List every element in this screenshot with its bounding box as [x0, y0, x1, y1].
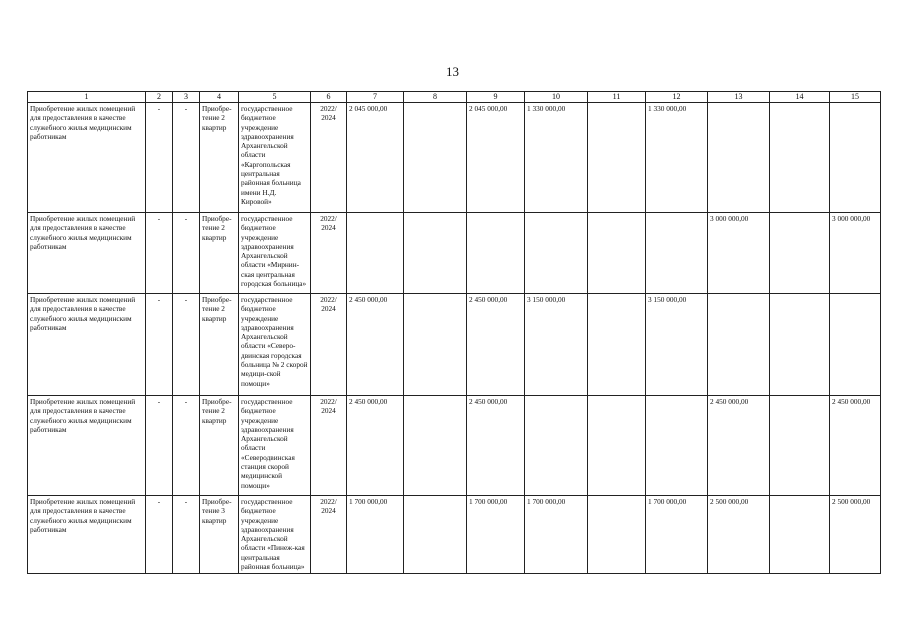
column-header: 7: [347, 92, 404, 103]
amount-cell: 2 450 000,00: [830, 396, 881, 496]
amount-cell: [404, 103, 467, 213]
column-header: 6: [311, 92, 347, 103]
amount-cell: [646, 213, 708, 294]
institution-cell: государственное бюджетное учреждение здравоохранения Архангельской области «Северо-двинская городская больница № 2 скорой медици-ской помощи»: [239, 294, 311, 396]
column-header: 9: [467, 92, 525, 103]
amount-cell: 2 450 000,00: [467, 294, 525, 396]
column-header: 1: [28, 92, 146, 103]
amount-cell: [404, 496, 467, 574]
period-cell: 2022/ 2024: [311, 496, 347, 574]
budget-table: [27, 91, 881, 574]
column-header: 2: [146, 92, 173, 103]
amount-cell: [708, 294, 770, 396]
purpose-cell: Приобретение жилых помещений для предоставления в качестве служебного жилья медицинским работникам: [28, 496, 146, 574]
column-header: 8: [404, 92, 467, 103]
column-header: 5: [239, 92, 311, 103]
table-cell: -: [173, 103, 200, 213]
amount-cell: 1 330 000,00: [525, 103, 588, 213]
amount-cell: 1 700 000,00: [525, 496, 588, 574]
amount-cell: [525, 213, 588, 294]
amount-cell: [830, 103, 881, 213]
institution-cell: государственное бюджетное учреждение здравоохранения Архангельской области «Каргопольская центральная районная больница имени Н.Д. Кировой»: [239, 103, 311, 213]
amount-cell: 2 500 000,00: [708, 496, 770, 574]
purpose-cell: Приобретение жилых помещений для предоставления в качестве служебного жилья медицинским работникам: [28, 213, 146, 294]
amount-cell: 3 150 000,00: [646, 294, 708, 396]
table-cell: -: [146, 496, 173, 574]
amount-cell: [770, 496, 830, 574]
quantity-cell: Приобре-тение 2 квартир: [200, 213, 239, 294]
amount-cell: [830, 294, 881, 396]
amount-cell: 2 450 000,00: [467, 396, 525, 496]
amount-cell: [404, 396, 467, 496]
table-row: [28, 496, 881, 574]
column-header: 4: [200, 92, 239, 103]
column-header: 3: [173, 92, 200, 103]
table-row: [28, 294, 881, 396]
amount-cell: [467, 213, 525, 294]
amount-cell: [588, 396, 646, 496]
table-cell: -: [173, 213, 200, 294]
column-header-row: [28, 92, 881, 103]
amount-cell: [770, 396, 830, 496]
quantity-cell: Приобре-тение 2 квартир: [200, 396, 239, 496]
amount-cell: 2 450 000,00: [708, 396, 770, 496]
column-header: 12: [646, 92, 708, 103]
purpose-cell: Приобретение жилых помещений для предоставления в качестве служебного жилья медицинским работникам: [28, 103, 146, 213]
amount-cell: 2 450 000,00: [347, 396, 404, 496]
period-cell: 2022/ 2024: [311, 396, 347, 496]
amount-cell: 2 500 000,00: [830, 496, 881, 574]
column-header: 15: [830, 92, 881, 103]
page-number: 13: [446, 64, 459, 79]
table-cell: -: [146, 294, 173, 396]
amount-cell: [404, 294, 467, 396]
table-row: [28, 396, 881, 496]
table-cell: -: [173, 396, 200, 496]
amount-cell: 1 700 000,00: [646, 496, 708, 574]
amount-cell: [708, 103, 770, 213]
table-cell: -: [173, 496, 200, 574]
period-cell: 2022/ 2024: [311, 213, 347, 294]
institution-cell: государственное бюджетное учреждение здравоохранения Архангельской области «Северодвинская станция скорой медицинской помощи»: [239, 396, 311, 496]
period-cell: 2022/ 2024: [311, 103, 347, 213]
table-cell: -: [146, 213, 173, 294]
amount-cell: [588, 294, 646, 396]
amount-cell: 1 700 000,00: [467, 496, 525, 574]
column-header: 13: [708, 92, 770, 103]
table-cell: -: [146, 103, 173, 213]
quantity-cell: Приобре-тение 2 квартир: [200, 103, 239, 213]
amount-cell: [770, 213, 830, 294]
table-cell: -: [146, 396, 173, 496]
amount-cell: [588, 496, 646, 574]
amount-cell: 2 045 000,00: [467, 103, 525, 213]
amount-cell: 1 700 000,00: [347, 496, 404, 574]
amount-cell: [588, 213, 646, 294]
amount-cell: [525, 396, 588, 496]
quantity-cell: Приобре-тение 3 квартир: [200, 496, 239, 574]
table-row: [28, 213, 881, 294]
table-cell: -: [173, 294, 200, 396]
amount-cell: 3 000 000,00: [708, 213, 770, 294]
amount-cell: 1 330 000,00: [646, 103, 708, 213]
amount-cell: 2 450 000,00: [347, 294, 404, 396]
amount-cell: [770, 103, 830, 213]
purpose-cell: Приобретение жилых помещений для предоставления в качестве служебного жилья медицинским работникам: [28, 396, 146, 496]
table-row: [28, 103, 881, 213]
amount-cell: [588, 103, 646, 213]
purpose-cell: Приобретение жилых помещений для предоставления в качестве служебного жилья медицинским работникам: [28, 294, 146, 396]
amount-cell: [770, 294, 830, 396]
institution-cell: государственное бюджетное учреждение здравоохранения Архангельской области «Пинеж-кая центральная районная больница»: [239, 496, 311, 574]
period-cell: 2022/ 2024: [311, 294, 347, 396]
amount-cell: 3 000 000,00: [830, 213, 881, 294]
amount-cell: [404, 213, 467, 294]
amount-cell: 2 045 000,00: [347, 103, 404, 213]
column-header: 11: [588, 92, 646, 103]
amount-cell: 3 150 000,00: [525, 294, 588, 396]
quantity-cell: Приобре-тение 2 квартир: [200, 294, 239, 396]
column-header: 10: [525, 92, 588, 103]
column-header: 14: [770, 92, 830, 103]
amount-cell: [646, 396, 708, 496]
institution-cell: государственное бюджетное учреждение здравоохранения Архангельской области «Мирнин-ская центральная городская больница»: [239, 213, 311, 294]
amount-cell: [347, 213, 404, 294]
